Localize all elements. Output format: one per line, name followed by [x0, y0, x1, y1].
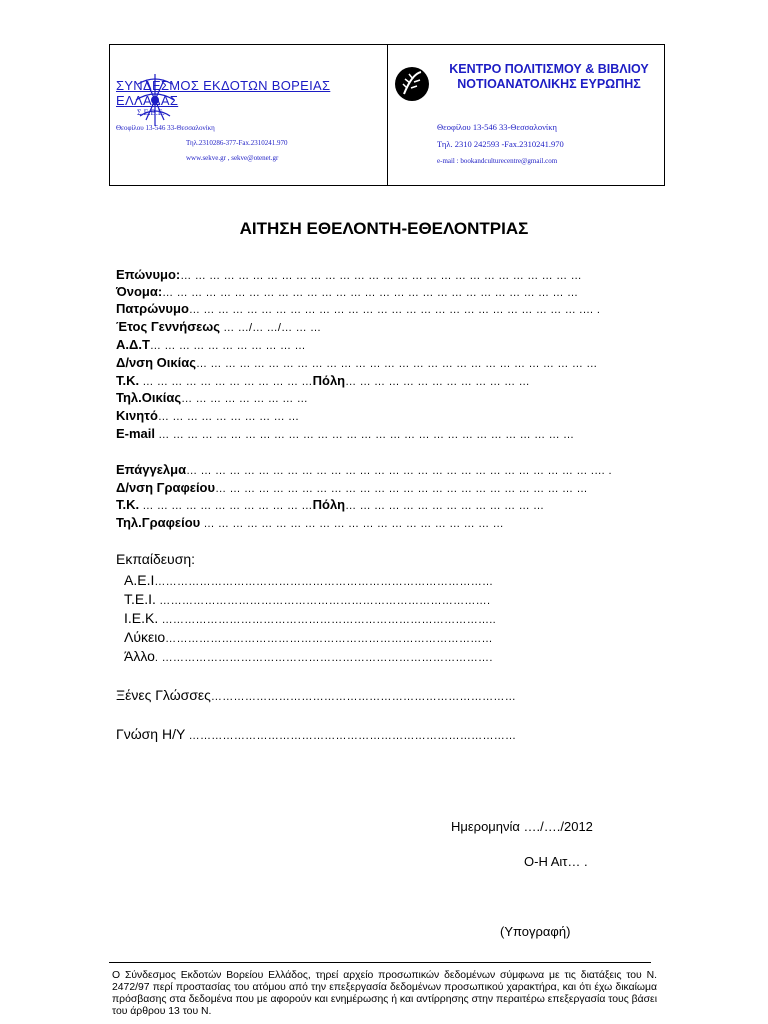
- surname-label: Επώνυμο:: [116, 267, 181, 282]
- first-name-dots: … … … … … … … … … … … … … … … … … … … … … … … … … … … … …: [162, 287, 579, 299]
- education-label: Ι.Ε.Κ.: [124, 610, 159, 626]
- education-item-lykeio[interactable]: [124, 628, 493, 649]
- education-dots: ……………………………………………………………………………: [165, 633, 493, 645]
- office-city-label: Πόλη: [312, 497, 346, 512]
- book-centre-logo-icon: [393, 64, 431, 104]
- office-postal-dots: … … … … … … … … … … … …: [139, 500, 313, 512]
- email-label: E-mail: [116, 426, 156, 441]
- right-org-name: ΚΕΝΤΡΟ ΠΟΛΙΤΙΣΜΟΥ & ΒΙΒΛΙΟΥ ΝΟΤΙΟΑΝΑΤΟΛΙΚΗΣ ΕΥΡΩΠΗΣ: [449, 62, 649, 91]
- surname-dots: … … … … … … … … … … … … … … … … … … … … … … … … … … … …: [180, 270, 582, 282]
- mobile-field[interactable]: [116, 407, 299, 426]
- email-field[interactable]: [116, 425, 574, 444]
- home-address-label: Δ/νση Οικίας: [116, 355, 196, 370]
- left-org-name: ΣΥΝΔΕΣΜΟΣ ΕΚΔΟΤΩΝ ΒΟΡΕΙΑΣ ΕΛΛΑΔΑΣ: [116, 78, 331, 108]
- first-name-label: Όνομα:: [116, 284, 163, 299]
- id-number-field[interactable]: [116, 336, 306, 355]
- education-dots: …………………………………………………………………………….: [155, 595, 491, 607]
- home-city-dots: … … … … … … … … … … … … …: [345, 376, 530, 388]
- footnote-text: Ο Σύνδεσμος Εκδοτών Βορείου Ελλάδος, τηρεί αρχείο προσωπικών δεδομένων σύμφωνα με τις διατάξεις του Ν. 2472/97 περί προστασίας του ατόμου από την επεξεργασία δεδομένων προσωπικού χαρακτήρα, και ότι έχω δικαίωμα πρόσβασης στα δεδομένα που με αφορούν και ενημέρωσης ή και αντίρρησης στην περαιτέρω επεξεργασία τους βάσει του άρθρου 13 του Ν.: [112, 970, 657, 1017]
- education-dots: . …………………………………………………………………………….: [154, 652, 493, 664]
- computer-skills-field[interactable]: [116, 726, 516, 742]
- mobile-dots: … … … … … … … … … …: [157, 411, 300, 423]
- office-phone-dots: … … … … … … … … … … … … … … … … … … … … …: [200, 518, 504, 530]
- email-dots: … … … … … … … … … … … … … … … … … … … … … … … … … … … … …: [155, 429, 575, 441]
- signature-line[interactable]: (Υπογραφή): [500, 924, 571, 939]
- education-dots: ………………………………………………………………………………: [154, 576, 494, 588]
- home-address-dots: … … … … … … … … … … … … … … … … … … … … … … … … … … … …: [195, 358, 598, 370]
- father-name-field[interactable]: [116, 300, 600, 319]
- home-phone-field[interactable]: [116, 389, 308, 408]
- profession-field[interactable]: [116, 461, 612, 480]
- office-city-dots: … … … … … … … … … … … … … …: [345, 500, 545, 512]
- home-postal-label: Τ.Κ.: [116, 373, 140, 388]
- date-line[interactable]: Ημερομηνία …./…./2012: [451, 819, 593, 834]
- profession-label: Επάγγελμα: [116, 462, 187, 477]
- birth-year-field[interactable]: [116, 318, 321, 337]
- id-number-label: Α.Δ.Τ: [116, 337, 150, 352]
- office-phone-label: Τηλ.Γραφείου: [116, 515, 201, 530]
- birth-year-label: Έτος Γεννήσεως: [116, 319, 221, 334]
- birth-year-dots: … …/… …/… … …: [220, 322, 322, 334]
- right-org-email: e-mail : bookandculturecentre@gmail.com: [437, 157, 558, 165]
- left-org-phone: Τηλ.2310286-377-Fax.2310241.970: [186, 139, 288, 147]
- right-org-address: Θεοφίλου 13-546 33-Θεσσαλονίκη: [437, 122, 557, 132]
- education-label: Λύκειο: [124, 629, 166, 645]
- education-item-iek[interactable]: [124, 609, 496, 630]
- education-label: Α.Ε.Ι: [124, 572, 155, 588]
- computer-skills-dots: ……………………………………………………………………………: [185, 730, 517, 742]
- office-postal-field[interactable]: [116, 496, 544, 515]
- page-title: ΑΙΤΗΣΗ ΕΘΕΛΟΝΤΗ-ΕΘΕΛΟΝΤΡΙΑΣ: [239, 219, 529, 238]
- office-phone-field[interactable]: [116, 514, 504, 533]
- languages-dots: ………………………………………………………………………: [210, 691, 517, 703]
- education-item-other[interactable]: [124, 647, 493, 668]
- id-number-dots: … … … … … … … … … … …: [149, 340, 306, 352]
- home-phone-dots: … … … … … … … … …: [181, 393, 308, 405]
- home-address-field[interactable]: [116, 354, 598, 373]
- education-item-aei[interactable]: [124, 571, 493, 592]
- home-city-label: Πόλη: [312, 373, 346, 388]
- left-org-web: www.sekve.gr , sekve@otenet.gr: [186, 154, 279, 162]
- footnote-divider: [109, 962, 651, 963]
- profession-dots: … … … … … … … … … … … … … … … … … … … … … … … … … … … … .… .: [186, 465, 612, 477]
- left-org-address: Θεοφίλου 13-546 33-Θεσσαλονίκη: [116, 124, 215, 132]
- languages-field[interactable]: [116, 687, 516, 703]
- mobile-label: Κινητό: [116, 408, 158, 423]
- father-name-dots: … … … … … … … … … … … … … … … … … … … … … … … … … … … .… .: [188, 304, 601, 316]
- education-item-tei[interactable]: [124, 590, 490, 611]
- education-label: Άλλο: [124, 648, 155, 664]
- home-phone-label: Τηλ.Οικίας: [116, 390, 182, 405]
- left-org-abbr: Σ.Ε.Β.Ε.: [137, 108, 165, 117]
- education-dots: ……………………………………………………………………………..: [158, 614, 497, 626]
- home-postal-dots: … … … … … … … … … … … …: [139, 376, 313, 388]
- applicant-line: Ο-Η Αιτ… .: [524, 854, 588, 869]
- education-label: Τ.Ε.Ι.: [124, 591, 156, 607]
- languages-label: Ξένες Γλώσσες: [116, 687, 211, 703]
- office-postal-label: Τ.Κ.: [116, 497, 140, 512]
- father-name-label: Πατρώνυμο: [116, 301, 189, 316]
- right-org-phone: Τηλ. 2310 242593 -Fax.2310241.970: [437, 139, 564, 149]
- computer-skills-label: Γνώση Η/Υ: [116, 726, 186, 742]
- office-address-label: Δ/νση Γραφείου: [116, 480, 216, 495]
- office-address-dots: … … … … … … … … … … … … … … … … … … … … … … … … … …: [215, 483, 588, 495]
- education-heading: Εκπαίδευση:: [116, 551, 196, 567]
- header-divider: [387, 44, 388, 186]
